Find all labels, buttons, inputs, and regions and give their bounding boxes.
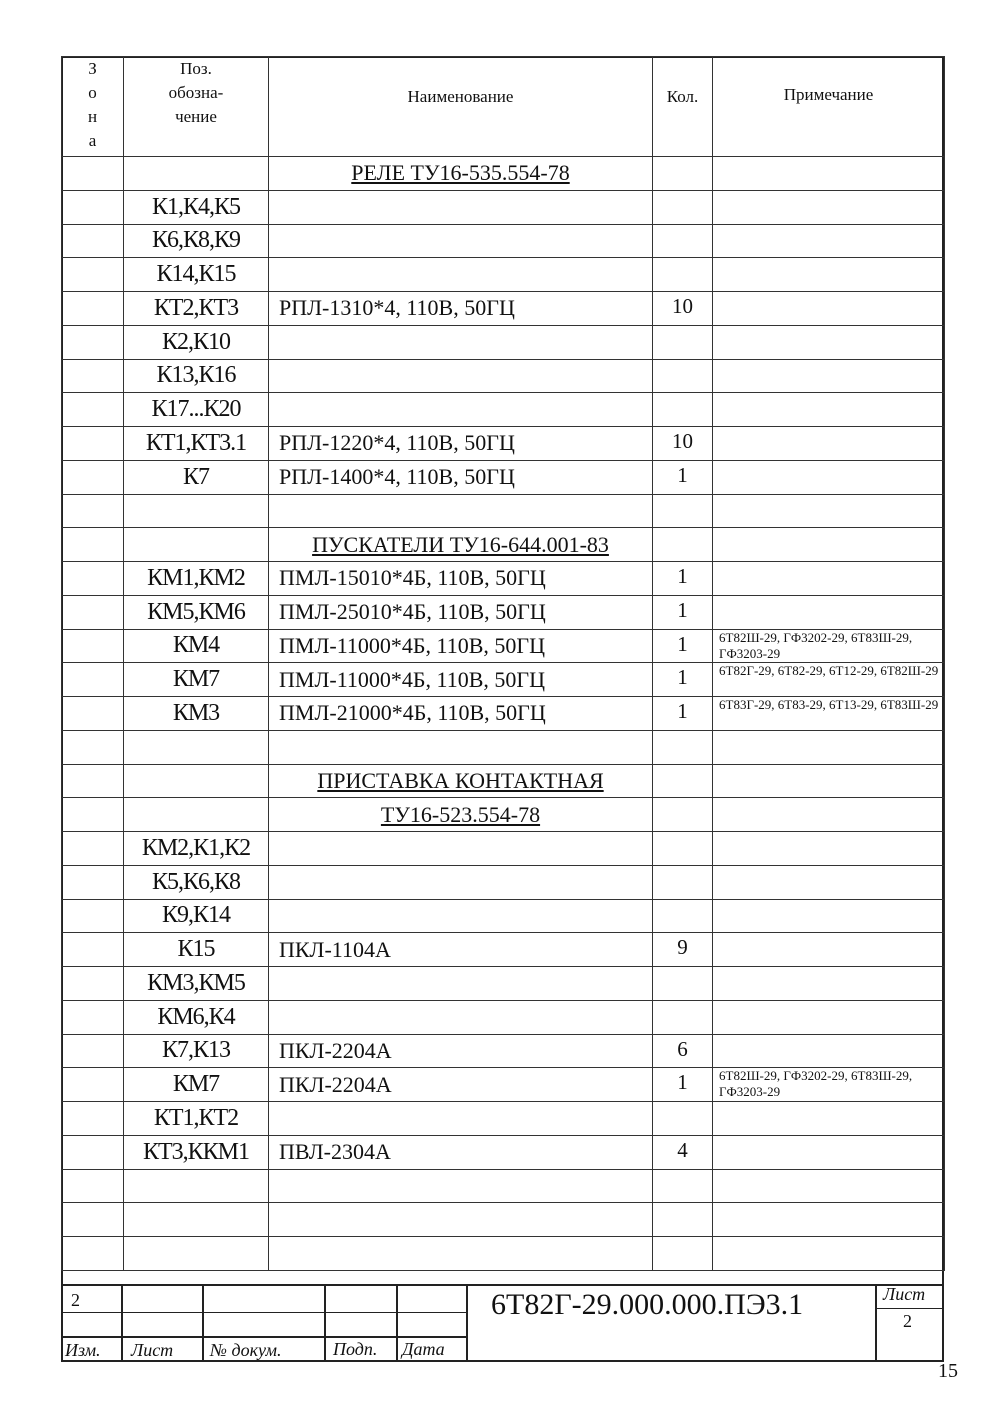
position-cell: К7 [124,460,269,494]
sheet-label: Лист [883,1284,926,1304]
note-cell [713,157,945,191]
name-cell: РПЛ-1400*4, 110В, 50ГЦ [269,460,653,494]
position-cell [124,730,269,764]
zone-cell [62,697,124,731]
position-cell: КМ7 [124,663,269,697]
name-cell: ПКЛ-2204А [269,1068,653,1102]
quantity-cell: 10 [653,292,713,326]
zone-cell [62,663,124,697]
name-cell [269,494,653,528]
table-row [62,190,945,224]
name-cell [269,359,653,393]
quantity-cell [653,1000,713,1034]
name-cell: РПЛ-1220*4, 110В, 50ГЦ [269,427,653,461]
zone-cell [62,1068,124,1102]
date-label: Дата [402,1339,445,1359]
table-row [62,427,945,461]
quantity-cell: 1 [653,460,713,494]
quantity-cell: 1 [653,1068,713,1102]
position-cell [124,798,269,832]
note-cell [713,1000,945,1034]
note-cell [713,899,945,933]
table-row [62,933,945,967]
quantity-cell [653,190,713,224]
zone-cell [62,460,124,494]
name-cell: ПМЛ-11000*4Б, 110В, 50ГЦ [269,629,653,663]
quantity-cell [653,1203,713,1237]
note-cell [713,933,945,967]
table-row [62,663,945,697]
name-cell: РПЛ-1310*4, 110В, 50ГЦ [269,292,653,326]
note-cell [713,494,945,528]
name-cell [269,865,653,899]
position-cell [124,1237,269,1271]
position-cell: К7,К13 [124,1034,269,1068]
table-row [62,899,945,933]
table-row [62,629,945,663]
zone-cell [62,258,124,292]
title-block [61,1284,944,1362]
note-cell [713,1135,945,1169]
table-row [62,730,945,764]
name-cell [269,325,653,359]
note-cell: 6Т83Г-29, 6Т83-29, 6Т13-29, 6Т83Ш-29 [713,697,945,731]
table-row [62,1237,945,1271]
table-row [62,157,945,191]
note-cell [713,832,945,866]
table-row [62,967,945,1001]
position-cell: КТ3,ККМ1 [124,1135,269,1169]
zone-cell [62,1203,124,1237]
quantity-cell: 1 [653,697,713,731]
table-row [62,832,945,866]
position-cell [124,494,269,528]
quantity-cell [653,832,713,866]
quantity-cell [653,157,713,191]
name-cell: ПМЛ-25010*4Б, 110В, 50ГЦ [269,595,653,629]
zone-cell [62,190,124,224]
table-row [62,460,945,494]
note-cell [713,427,945,461]
table-row [62,292,945,326]
table-row [62,393,945,427]
zone-cell [62,933,124,967]
note-cell [713,1169,945,1203]
quantity-cell [653,1237,713,1271]
quantity-cell [653,899,713,933]
note-cell [713,190,945,224]
quantity-cell: 4 [653,1135,713,1169]
name-cell [269,190,653,224]
position-cell [124,1203,269,1237]
zone-cell [62,427,124,461]
zone-cell [62,967,124,1001]
table-row [62,258,945,292]
table-row [62,1034,945,1068]
position-cell: КМ4 [124,629,269,663]
table-row [62,562,945,596]
name-cell [269,730,653,764]
zone-cell [62,1000,124,1034]
position-cell [124,764,269,798]
zone-cell [62,629,124,663]
name-cell [269,1203,653,1237]
table-row [62,1102,945,1136]
name-cell [269,1237,653,1271]
table-row [62,528,945,562]
note-cell [713,967,945,1001]
zone-cell [62,494,124,528]
zone-cell [62,764,124,798]
position-cell: КМ1,КМ2 [124,562,269,596]
zone-cell [62,1102,124,1136]
quantity-cell [653,325,713,359]
name-cell: ПКЛ-1104А [269,933,653,967]
position-cell: КМ5,КМ6 [124,595,269,629]
name-cell [269,967,653,1001]
name-cell [269,1169,653,1203]
name-cell: ПМЛ-11000*4Б, 110В, 50ГЦ [269,663,653,697]
zone-cell [62,865,124,899]
position-cell: К6,К8,К9 [124,224,269,258]
quantity-cell [653,224,713,258]
name-cell [269,224,653,258]
note-cell [713,764,945,798]
zone-cell [62,798,124,832]
note-cell [713,730,945,764]
zone-cell [62,899,124,933]
quantity-cell [653,865,713,899]
zone-cell [62,1237,124,1271]
position-cell: КТ2,КТ3 [124,292,269,326]
document-code: 6Т82Г-29.000.000.ПЭ3.1 [491,1288,804,1321]
page-number: 15 [938,1360,958,1382]
note-cell [713,1237,945,1271]
zone-cell [62,224,124,258]
name-cell [269,393,653,427]
quantity-cell [653,258,713,292]
table-row [62,865,945,899]
quantity-cell [653,798,713,832]
position-cell: КТ1,КТ2 [124,1102,269,1136]
header-row [62,57,945,157]
position-cell: К1,К4,К5 [124,190,269,224]
quantity-cell: 1 [653,595,713,629]
spec-table [61,56,945,1271]
table-row [62,1169,945,1203]
zone-cell [62,832,124,866]
note-cell [713,224,945,258]
table-row [62,595,945,629]
table-row [62,359,945,393]
note-cell [713,562,945,596]
name-cell [269,832,653,866]
quantity-cell: 1 [653,663,713,697]
quantity-cell: 1 [653,629,713,663]
section-title: ТУ16-523.554-78 [269,798,653,832]
list-label: Лист [131,1340,174,1360]
name-cell: ПМЛ-21000*4Б, 110В, 50ГЦ [269,697,653,731]
table-row [62,1068,945,1102]
note-cell [713,798,945,832]
name-cell [269,1102,653,1136]
position-cell: КМ3 [124,697,269,731]
note-cell [713,1034,945,1068]
table-row [62,494,945,528]
zone-cell [62,359,124,393]
name-cell: ПКЛ-2204А [269,1034,653,1068]
position-cell: К14,К15 [124,258,269,292]
note-cell: 6Т82Г-29, 6Т82-29, 6Т12-29, 6Т82Ш-29 [713,663,945,697]
table-row [62,1000,945,1034]
section-title: ПРИСТАВКА КОНТАКТНАЯ [269,764,653,798]
section-title: ПУСКАТЕЛИ ТУ16-644.001-83 [269,528,653,562]
name-cell: ПВЛ-2304А [269,1135,653,1169]
quantity-cell: 9 [653,933,713,967]
note-cell [713,1102,945,1136]
note-cell [713,528,945,562]
note-cell: 6Т82Ш-29, ГФ3202-29, 6Т83Ш-29, ГФ3203-29 [713,629,945,663]
revision-number: 2 [71,1290,80,1310]
name-header: Наименование [269,57,653,157]
quantity-cell [653,494,713,528]
name-cell [269,258,653,292]
pos-header: Поз. обозна- чение [124,57,269,157]
quantity-cell [653,393,713,427]
name-cell [269,1000,653,1034]
zone-cell [62,528,124,562]
quantity-cell: 6 [653,1034,713,1068]
position-cell [124,157,269,191]
quantity-cell [653,764,713,798]
quantity-cell [653,1102,713,1136]
note-cell [713,595,945,629]
zone-cell [62,325,124,359]
zone-cell [62,393,124,427]
zone-cell [62,1034,124,1068]
position-cell: К2,К10 [124,325,269,359]
table-row [62,798,945,832]
position-cell: КМ7 [124,1068,269,1102]
table-row [62,1203,945,1237]
note-cell [713,865,945,899]
quantity-cell: 1 [653,562,713,596]
position-cell: К5,К6,К8 [124,865,269,899]
zone-cell [62,595,124,629]
note-cell [713,359,945,393]
position-cell [124,1169,269,1203]
position-cell: К9,К14 [124,899,269,933]
position-cell: КМ3,КМ5 [124,967,269,1001]
position-cell: КМ2,К1,К2 [124,832,269,866]
sign-label: Подп. [333,1339,378,1359]
name-cell: ПМЛ-15010*4Б, 110В, 50ГЦ [269,562,653,596]
zone-cell [62,730,124,764]
table-row [62,764,945,798]
table-row [62,325,945,359]
qty-header: Кол. [653,57,713,157]
quantity-cell: 10 [653,427,713,461]
sheet-number: 2 [903,1311,912,1331]
note-cell [713,258,945,292]
quantity-cell [653,967,713,1001]
zone-cell [62,1135,124,1169]
izm-label: Изм. [65,1340,101,1360]
note-header: Примечание [713,57,945,157]
position-cell: КТ1,КТ3.1 [124,427,269,461]
table-row [62,697,945,731]
note-cell [713,393,945,427]
name-cell [269,899,653,933]
table-row [62,1135,945,1169]
zone-cell [62,1169,124,1203]
quantity-cell [653,730,713,764]
quantity-cell [653,528,713,562]
zone-cell [62,562,124,596]
zone-cell [62,157,124,191]
position-cell: К17...К20 [124,393,269,427]
quantity-cell [653,359,713,393]
table-row [62,224,945,258]
section-title: РЕЛЕ ТУ16-535.554-78 [269,157,653,191]
quantity-cell [653,1169,713,1203]
zone-header: З о н а [62,57,124,157]
position-cell: К13,К16 [124,359,269,393]
position-cell: КМ6,К4 [124,1000,269,1034]
position-cell [124,528,269,562]
zone-cell [62,292,124,326]
doc-number-label: № докум. [210,1340,282,1360]
note-cell: 6Т82Ш-29, ГФ3202-29, 6Т83Ш-29, ГФ3203-29 [713,1068,945,1102]
note-cell [713,292,945,326]
note-cell [713,325,945,359]
note-cell [713,460,945,494]
position-cell: К15 [124,933,269,967]
note-cell [713,1203,945,1237]
